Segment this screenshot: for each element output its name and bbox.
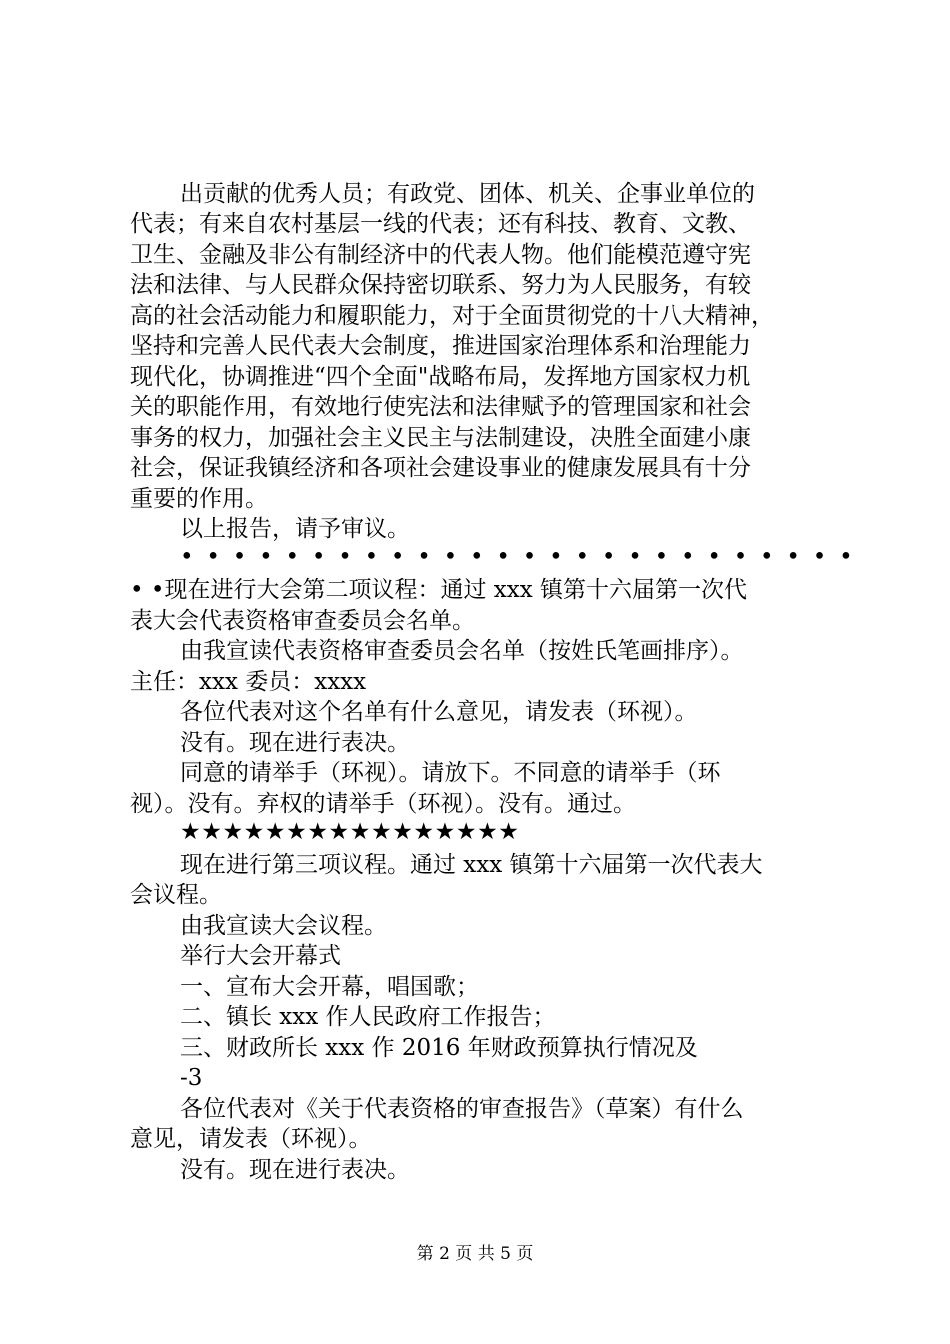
- page-marker: -3: [180, 1065, 203, 1091]
- text-line: 没有。现在进行表决。: [180, 1157, 410, 1183]
- text-line: 法和法律、与人民群众保持密切联系、努力为人民服务，有较: [130, 272, 751, 298]
- text-line: 卫生、金融及非公有制经济中的代表人物。他们能模范遵守宪: [130, 242, 751, 268]
- text-line: 现代化，协调推进“四个全面"战略布局，发挥地方国家权力机: [130, 364, 751, 390]
- page-footer: 第 2 页 共 5 页: [416, 1244, 534, 1264]
- text-line: 主任：xxx 委员：xxxx: [130, 669, 367, 695]
- star-separator: ★★★★★★★★★★★★★★★★: [180, 819, 520, 845]
- text-line: 事务的权力，加强社会主义民主与法制建设，决胜全面建小康: [130, 425, 751, 451]
- text-line: 关的职能作用，有效地行使宪法和法律赋予的管理国家和社会: [130, 394, 751, 420]
- text-line: 由我宣读代表资格审查委员会名单（按姓氏笔画排序）。: [180, 638, 744, 664]
- text-line: 会议程。: [130, 882, 222, 908]
- text-line: 意见，请发表（环视）。: [130, 1126, 372, 1152]
- text-line: 二、镇长 xxx 作人民政府工作报告；: [180, 1004, 556, 1030]
- text-line: 三、财政所长 xxx 作 2016 年财政预算执行情况及: [180, 1035, 698, 1061]
- text-line: 举行大会开幕式: [180, 943, 341, 969]
- text-line: 各位代表对《关于代表资格的审查报告》（草案）有什么: [180, 1096, 744, 1122]
- text-line: 坚持和完善人民代表大会制度，推进国家治理体系和治理能力: [130, 333, 751, 359]
- text-line: 社会，保证我镇经济和各项社会建设事业的健康发展具有十分: [130, 455, 751, 481]
- text-line: 高的社会活动能力和履职能力，对于全面贯彻党的十八大精神，: [130, 303, 774, 329]
- text-line: 表大会代表资格审查委员会名单。: [130, 608, 475, 634]
- dot-separator: ••••••••••••••••••••••••••: [180, 544, 866, 570]
- text-line: 重要的作用。: [130, 486, 268, 512]
- text-line: 视）。没有。弃权的请举手（环视）。没有。通过。: [130, 791, 636, 817]
- text-line: 出贡献的优秀人员；有政党、团体、机关、企事业单位的: [180, 181, 755, 207]
- text-line: 现在进行第三项议程。通过 xxx 镇第十六届第一次代表大: [180, 852, 763, 878]
- text-line: 由我宣读大会议程。: [180, 913, 387, 939]
- text-line: • •现在进行大会第二项议程：通过 xxx 镇第十六届第一次代: [130, 577, 747, 603]
- text-line: 代表；有来自农村基层一线的代表；还有科技、教育、文教、: [130, 211, 751, 237]
- text-line: 以上报告，请予审议。: [180, 516, 410, 542]
- text-line: 没有。现在进行表决。: [180, 730, 410, 756]
- text-line: 各位代表对这个名单有什么意见，请发表（环视）。: [180, 699, 698, 725]
- text-line: 同意的请举手（环视）。请放下。不同意的请举手（环: [180, 760, 721, 786]
- text-line: 一、宣布大会开幕，唱国歌；: [180, 974, 479, 1000]
